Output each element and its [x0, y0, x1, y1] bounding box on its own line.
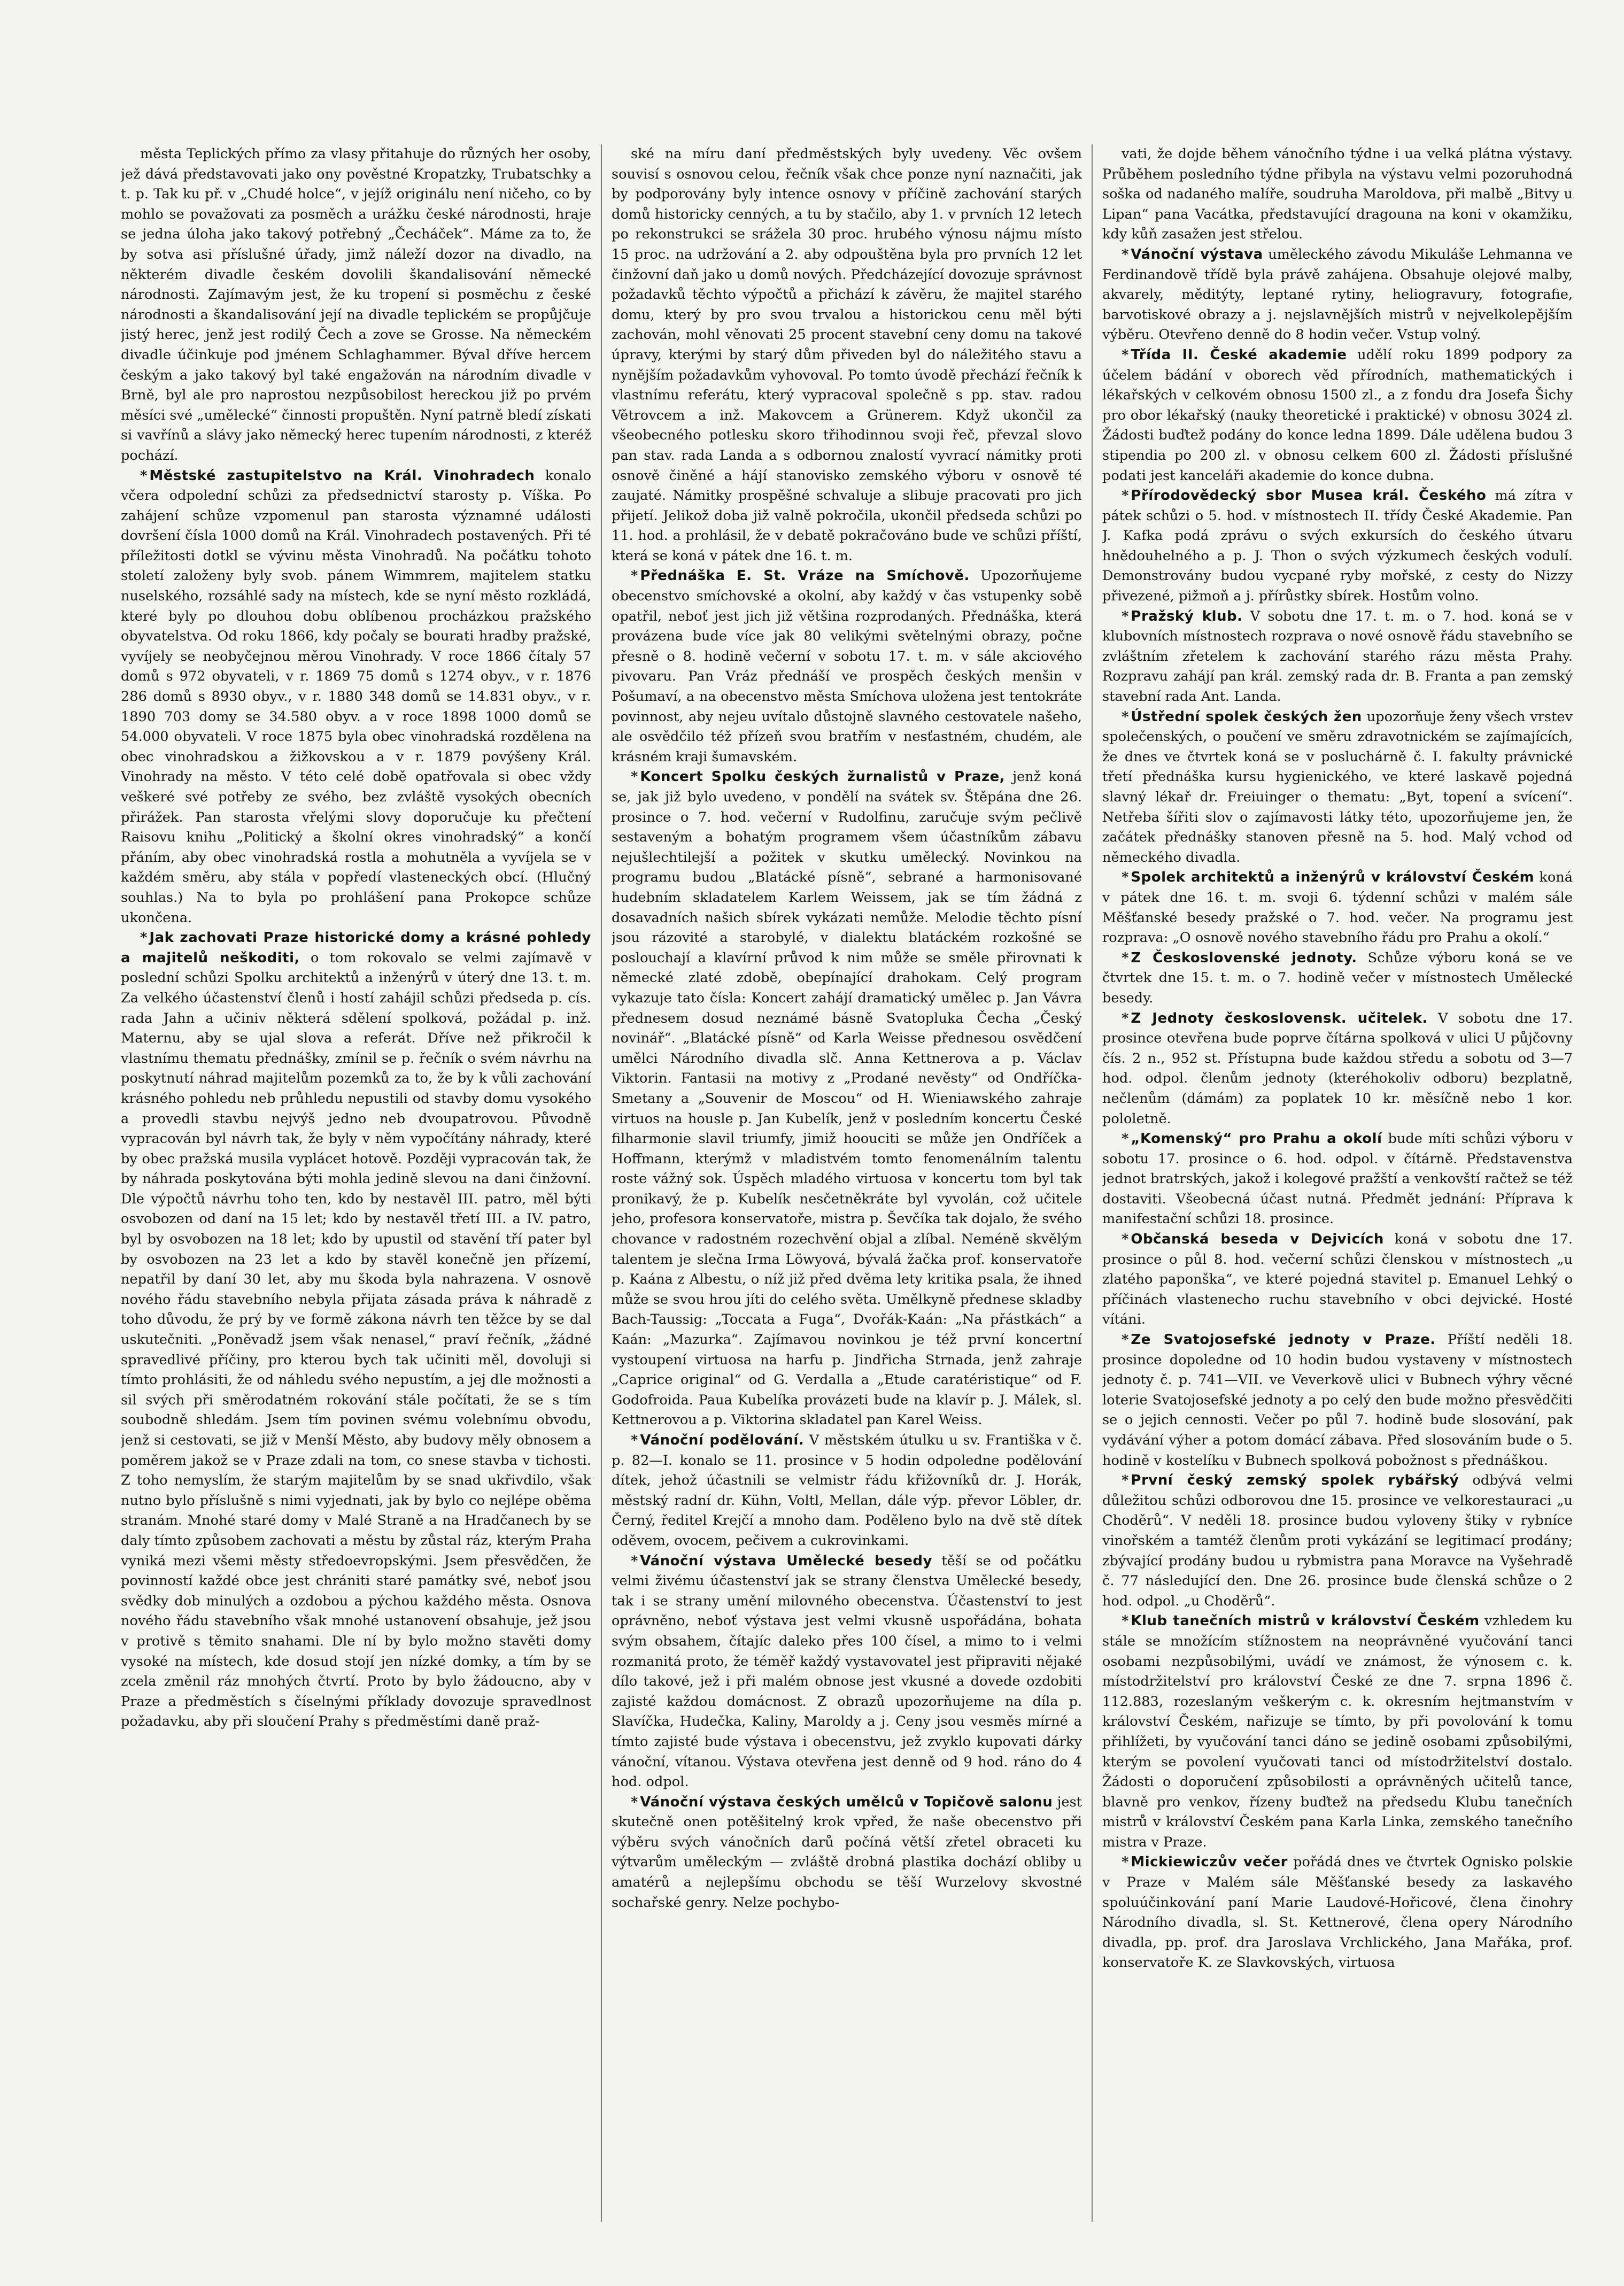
- article-marker: *: [1122, 949, 1129, 966]
- article-paragraph: [121, 928, 591, 1732]
- article-body: má zítra v pátek schůzi o 5. hod. v místnostech II. třídy České Akademie. Pan J. Kafka podá zprávu o svých exkursích do českého útvaru hnědouhelného a p. J. Thon o svých výzkumech českých vodulí. Demonstrovány budou vycpané ryby mořské, z cesty do Nizzy přivezené, pižmoň a j. přírůstky sbírek. Hostům volno.: [1102, 488, 1573, 605]
- article-body: vzhledem ku stále se množícím stížnostem na neoprávněné vyučování tanci osobami nezpůsobilými, uvádí ve známost, že výnosem c. k. místodržitelství pro království České ze dne 7. srpna 1896 č. 112.883, rozeslaným veškerým c. k. okresním hejtmanstvím v království Českém, nařizuje se tímto, by při povolování k tomu přihlížeti, by vyučování tanci dáno se jedině osobami způsobilými, kterým se povolení vyučovati tanci od místodržitelství dostalo. Žádosti o doporučení způsobilosti a oprávněných učitelů tance, blavně pro venkov, řízeny buďtež na předsedu Klubu tanečních mistrů v království Českém pana Karla Linka, zemského tanečního mistra v Praze.: [1102, 1613, 1573, 1850]
- article-headline: Vánoční výstava: [1131, 246, 1263, 262]
- column-left: [121, 144, 591, 2222]
- article-marker: *: [1122, 346, 1129, 363]
- article-marker: *: [1122, 708, 1129, 725]
- article-body: pořádá dnes ve čtvrtek Ognisko polskie v Praze v Malém sále Měšťanské besedy za laskavého spoluúčinkování paní Marie Laudové-Hořicové, člena činohry Národního divadla, sl. St. Kettnerové, člena opery Národního divadla, pp. prof. dra Jaroslava Vrchlického, Jana Mařáka, prof. konservatoře K. ze Slavkovských, virtuosa: [1102, 1854, 1573, 1971]
- article-body: těší se od počátku velmi živému účastenství jak se strany členstva Umělecké besedy, tak i se strany umění milovného obecenstva. Účastenství to jest oprávněno, neboť výstava jest velmi vkusně uspořádána, bohata svým obsahem, čítajíc daleko přes 100 čísel, a mimo to i velmi rozmanitá proto, že téměř každý vystavovatel jest připraviti nějaké dílo takové, jež i při malém obnose jest vkusné a dovede ozdobiti zajisté každou domácnost. Z obrazů upozorňujeme na díla p. Slavíčka, Hudečka, Kaliny, Maroldy a j. Ceny jsou vesměs mírné a tímto zajisté bude výstava i obecenstvu, jež zvyklo kupovati dárky vánoční, vítanou. Výstava otevřena jest denně od 9 hod. ráno do 4 hod. odpol.: [612, 1553, 1082, 1790]
- article-paragraph: [1102, 1330, 1573, 1471]
- article-body: koná v pátek dne 16. t. m. svoji 6. týdenní schůzi v malém sále Měšťanské besedy pražské o 7. hod. večer. Na programu jest rozprava: „O osnově nového stavebního řádu pro Prahu a okolí.“: [1102, 869, 1573, 946]
- article-marker: *: [1122, 869, 1129, 886]
- article-paragraph: [1102, 144, 1573, 245]
- column-rule: [601, 144, 602, 2222]
- article-marker: *: [1122, 1332, 1129, 1348]
- article-paragraph: [1102, 1129, 1573, 1230]
- article-marker: *: [140, 467, 148, 484]
- article-body: Příští neděli 18. prosince dopoledne od 10 hodin budou vystaveny v místnostech jednoty č. p. 741—VII. ve Veverkově ulici v Bubnech výhry věcné loterie Svatojosefské jednoty a po celý den bude možno přesvědčiti se o jejich cennosti. Večer po půl 7. hodině bude slosování, pak vydávání výher a potom domácí zábava. Před slosováním bude o 5. hodině v kostelíku v Bubnech spolková pobožnost s přednáškou.: [1102, 1332, 1573, 1469]
- article-paragraph: [612, 767, 1082, 1431]
- article-body: Upozorňujeme obecenstvo smíchovské a okolní, aby každý v čas vstupenky sobě opatřil, neboť jest jich již většina rozprodaných. Přednáška, která provázena bude více jak 80 velikými světelnými obrazy, počne přesně o 8. hodině večerní v sobotu 17. t. m. v sále akciového pivovaru. Pan Vráz přednáší ve prospěch českých menšin v Pošumaví, a na obecenstvo města Smíchova uložena jest tentokráte povinnost, aby nejeu uvítalo důstojně slavného cestovatele našeho, ale osvědčilo též přízeň svou bratřím v nesťastném, chudém, ale krásném kraji šumavském.: [612, 568, 1082, 765]
- column-right: [1102, 144, 1573, 2222]
- article-paragraph: [612, 144, 1082, 566]
- article-marker: *: [1122, 1231, 1129, 1248]
- article-body: jest skutečně onen potěšitelný krok vpřed, že naše obecenstvo při výběru svých vánočních darů počíná větší zřetel obraceti ku výtvarům uměleckým — zvláště drobná plastika dochází obliby u amatérů a nejlepšímu obchodu se těší Wurzelovy skvostné sochařské genry. Nelze pochybo-: [612, 1794, 1082, 1911]
- article-body: V sobotu dne 17. prosince otevřena bude poprve čítárna spolková v ulici U půjčovny čís. 2 n., 952 st. Přístupna bude každou středu a sobotu od 3—7 hod. odpol. členům jednoty (kteréhokoliv odboru) bezplatně, nečlenům (dámám) za poplatek 10 kr. měsíčně nebo 1 kor. pololetně.: [1102, 1010, 1573, 1127]
- article-paragraph: [1102, 345, 1573, 486]
- article-headline: Klub tanečních mistrů v království Českém: [1131, 1613, 1480, 1629]
- article-paragraph: [612, 566, 1082, 767]
- text-columns: [121, 144, 1573, 2222]
- column-middle: [612, 144, 1082, 2222]
- article-marker: *: [1122, 1131, 1129, 1147]
- article-paragraph: [1102, 1009, 1573, 1130]
- article-paragraph: [1102, 1611, 1573, 1852]
- article-headline: Mickiewiczův večer: [1131, 1854, 1288, 1871]
- article-body: bude míti schůzi výboru v sobotu 17. prosince o 6. hod. odpol. v čítárně. Představenstva jednot bratrských, jakož i kolegové pražští a venkovští račtež se též dostaviti. Všeobecná účast nutná. Předmět jednání: Příprava k manifestační schůzi 18. prosince.: [1102, 1131, 1573, 1227]
- article-marker: *: [631, 769, 638, 785]
- article-headline: Spolek architektů a inženýrů v království Českém: [1131, 869, 1535, 886]
- article-marker: *: [1122, 246, 1129, 262]
- article-paragraph: [121, 144, 591, 466]
- article-paragraph: [1102, 707, 1573, 868]
- article-body: uměleckého závodu Mikuláše Lehmanna ve Ferdinandově třídě byla právě zahájena. Obsahuje olejové malby, akvarely, měditýty, leptané rytiny, heliogravury, fotografie, barvotiskové obrazy a j. nejslavnějších mistrů v nejvelkolepějším výběru. Otevřeno denně do 8 hodin večer. Vstup volný.: [1102, 246, 1573, 343]
- article-headline: Vánoční výstava Umělecké besedy: [640, 1553, 932, 1569]
- article-paragraph: [612, 1551, 1082, 1793]
- article-marker: *: [1122, 608, 1129, 624]
- article-body: o tom rokovalo se velmi zajímavě v poslední schůzi Spolku architektů a inženýrů v úterý dne 13. t. m. Za velkého účastenství členů i hostí zahájil schůzi předseda p. cís. rada Jahn a učiniv některá sdělení spolková, požádal p. inž. Maternu, aby se ujal slova a referát. Dříve než přikročil k vlastnímu thematu přednášky, zmínil se p. řečník o svém návrhu na poskytnutí náhrad majitelům pozemků za to, že by k vůli zachování krásného pohledu neb průhledu nepustili od stavby domu vysokého a provedli stavbu nejvýš jedno neb dvoupatrovou. Původně vypracován byl návrh tak, že byly v něm vypočítány náhrady, které by obec pražská musila vyplácet hotově. Později vypracován tak, že by náhrada poskytována býti mohla jedině slevou na dani činžovní. Dle výpočtů návrhu toho ten, kdo by nestavěl III. patro, měl býti osvobozen od daní na 15 let; kdo by nestavěl třetí III. a IV. patro, byl by osvobozen na 18 let; kdo by upustil od stavění tří pater byl by osvobozen na 23 let a kdo by stavěl konečně jen přízemí, nepatřil by daní 30 let, aby mu škoda byla nahrazena. V osnově nového řádu stavebního nebyla přijata zásada práva k náhradě z toho důvodu, že prý by ve formě zákona návrh ten těžce by se dal uskutečniti. „Poněvadž jsem však nenasel,“ praví řečník, „žádné spravedlivé příčiny, pro kterou bych tak učiniti měl, dovoluji si tímto prohlásiti, že od náhledu svého nepustím, a jej dle možnosti a sil svých při směrodatném rokování stále počítati, že se s tím soubodně shledám. Jsem tím povinen svému volebnímu obvodu, jenž si cestovati, se již v Menší Město, aby budovy měly obnosem a poměrem jakož se v Praze zdali na tom, co snese stavba v tichosti. Z toho nemyslím, že starým majitelům by se snad ukřivdilo, však nutno bylo příslušně s nimi vyjednati, jak by bylo co nejlépe oběma stranám. Mnohé staré domy v Malé Straně a na Hradčanech by se daly tímto způsobem zachovati a městu by zůstal ráz, kterým Praha vyniká mezi všemi městy středoevropskými. Jsem přesvědčen, že povinností každé obce jest chrániti staré památky své, neboť jsou svědky dob minulých a ozdobou a pýchou každého města. Osnova nového řádu stavebního však mnohé ustanovení obsahuje, jež jsou v protivě s těmito snahami. Dle ní by bylo možno stavěti domy vysoké na místech, kde dosud stojí jen nízké domky, a tím by se zcela změnil ráz mnohých čtvrtí. Proto by bylo žádoucno, aby v Praze a předměstích s číselnými příklady dovozuje spravedlnost požadavku, aby při sloučení Prahy s předměstími daně praž-: [121, 949, 591, 1730]
- article-headline: Z Jednoty československ. učitelek.: [1131, 1010, 1428, 1026]
- article-paragraph: [1102, 486, 1573, 607]
- article-paragraph: [1102, 1471, 1573, 1611]
- article-marker: *: [1122, 1010, 1129, 1026]
- article-headline: Občanská beseda v Dejvicích: [1131, 1231, 1384, 1248]
- article-paragraph: [612, 1431, 1082, 1551]
- article-marker: *: [1122, 1472, 1129, 1489]
- article-headline: Třída II. České akademie: [1131, 346, 1347, 363]
- article-body: jenž koná se, jak již bylo uvedeno, v pondělí na svátek sv. Štěpána dne 26. prosince o 7. hod. večerní v Rudolfinu, zaručuje svým pečlivě sestaveným a bohatým programem všem účastníkům zábavu nejušlechtilejší a požitek v skutku umělecký. Novinkou na programu budou „Blatácké písně“, sebrané a harmonisované hudebním skladatelem Karlem Weissem, jak se tím žádná z dosavadních našich sbírek vykázati nemůže. Melodie těchto písní jsou rázovité a starobylé, v dialektu blatáckém rozkošné se poslouchají a klavírní průvod k nim může se směle přirovnati k německé zlaté zdobě, obepínající drahokam. Celý program vykazuje tato čísla: Koncert zahájí dramatický umělec p. Jan Vávra přednesem dosud neznámé básně Svatopluka Čecha „Český novinář“. „Blatácké písně“ od Karla Weisse přednesou osvědčení umělci Národního divadla slč. Anna Kettnerova a p. Václav Viktorin. Fantasii na motivy z „Prodané nevěsty“ od Ondříčka-Smetany a „Souvenir de Moscou“ od H. Wieniawského zahraje virtuos na housle p. Jan Kubelík, jenž v posledním koncertu České filharmonie slavil triumfy, jimiž hoouciti se může jen Ondříček a Hoffmann, kterýmž v mladistvém tomto fenomenálním talentu roste vážný sok. Úspěch mladého virtuosa v koncertu tom byl tak pronikavý, že p. Kubelík nesčetněkráte byl vyvolán, což učitele jeho, profesora konservatoře, mistra p. Ševčíka tak dojalo, že svého chovance v radostném rozechvění objal a zlíbal. Neméně skvělým talentem je slečna Irma Löwyová, bývalá žačka prof. konservatoře p. Kaána z Albestu, o níž již před dvěma lety kritika psala, že ihned může se svou hrou jíti do celého světa. Umělkyně přednese skladby Bach-Taussig: „Toccata a Fuga“, Dvořák-Kaán: „Na přástkách“ a Kaán: „Mazurka“. Zajímavou novinkou je též první koncertní vystoupení virtuosa na harfu p. Jindřicha Strnada, jenž zahraje „Caprice original“ od G. Verdalla a „Etude caratéristique“ od F. Godofroida. Paua Kubelíka provázeti bude na klavír p. J. Málek, sl. Kettnerovou a p. Viktorina skladatel pan Karel Weiss.: [612, 769, 1082, 1428]
- article-marker: *: [631, 568, 638, 584]
- article-headline: Koncert Spolku českých žurnalistů v Praze,: [640, 769, 1006, 785]
- article-headline: Z Československé jednoty.: [1131, 949, 1357, 966]
- article-body: města Teplických přímo za vlasy přitahuje do různých her osoby, jež dává představovati jako ony pověstné Kropatzky, Trubatschky a t. p. Tak ku př. v „Chudé holce“, v jejíž originálu není ničeho, co by mohlo se považovati za posměch a urážku české národnosti, hraje se jedna úloha jako takový potřebný „Čecháček“. Máme za to, že by sotva asi příslušné úřady, jimž náleží dozor na divadlo, na některém divadle českém dovolili škandalisování německé národnosti. Zajímavým jest, že ku tropení si posměchu z české národnosti a škandalisování její na divadle teplickém se propůjčuje jistý herec, jenž jest rodilý Čech a zove se Grosse. Na německém divadle účinkuje pod jménem Schlaghammer. Býval dříve hercem českým a jako takový byl také engažován na národním divadle v Brně, byl ale pro naprostou nezpůsobilost hereckou již po prvém měsíci své „umělecké“ činnosti propuštěn. Nyní patrně bledí získati si vavřínů a slávy jako německý herec tupením národnosti, z kteréž pochází.: [121, 146, 591, 464]
- article-body: vati, že dojde během vánočního týdne i ua velká plátna výstavy. Průběhem posledního týdne přibyla na výstavu velmi pozoruhodná soška od nadaného malíře, soudruha Maroldova, při malbě „Bitvy u Lipan“ pana Vacátka, představující dragouna na koni v okamžiku, kdy kůň zasažen jest střelou.: [1102, 146, 1573, 243]
- article-headline: Přírodovědecký sbor Musea král. Českého: [1131, 488, 1487, 504]
- article-headline: Vánoční podělování.: [640, 1432, 805, 1448]
- article-paragraph: [1102, 1230, 1573, 1330]
- article-marker: *: [140, 930, 148, 946]
- article-paragraph: [612, 1793, 1082, 1913]
- article-headline: První český zemský spolek rybářský: [1131, 1472, 1459, 1489]
- article-paragraph: [1102, 868, 1573, 948]
- article-body: ské na míru daní předměstských byly uvedeny. Věc ovšem souvisí s osnovou celou, řečník však chce ponze nyní naznačiti, jak by podporovány byly intence osnovy v příčině zachování starých domů historicky cenných, a tu by stačilo, aby 1. v prvních 12 letech po rekonstrukci se srážela 30 proc. hrubého výnosu nájmu místo 15 proc. na udržování a 2. aby odpouštěna byla pro prvních 12 let činžovní daň jako u domů nových. Předcházející dovozuje správnost požadavků těchto výpočtů a přichází k závěru, že majitel starého domu, který by pro svou trvalou a historickou cenu měl býti zachován, mohl věnovati 25 procent stavební ceny domu na takové úpravy, kterými by starý dům přiveden byl do náležitého stavu a nynějším požadavkům vyhovoval. Po tomto úvodě přechází řečník k vlastnímu referátu, který vypracoval společně s pp. stav. radou Větrovcem a inž. Makovcem a Grünerem. Když ukončil za všeobecného potlesku skoro třihodinnou svoji řeč, převzal slovo pan stav. rada Landa a s odbornou znalostí vyvrací námitky proti osnově činěné a hájí stanovisko zemského výboru v osnově té zaujaté. Námitky prospěšné schvaluje a slibuje pracovati pro jich přijetí. Jelikož doba již valně pokročila, ukončil předseda schůzi po 11. hod. a prohlásil, že v debatě pokračováno bude ve schůzi příští, která se koná v pátek dne 16. t. m.: [612, 146, 1082, 564]
- article-marker: *: [1122, 1854, 1129, 1871]
- article-paragraph: [1102, 948, 1573, 1009]
- article-headline: Přednáška E. St. Vráze na Smíchově.: [640, 568, 970, 584]
- article-body: koná v sobotu dne 17. prosince o půl 8. hod. večerní schůzi členskou v místnostech „u zlatého paponška“, ve které pojedná stavitel p. Emanuel Lehký o příčinách vlastenecho ruchu stavebního v obci dejvické. Hosté vítáni.: [1102, 1231, 1573, 1328]
- article-body: konalo včera odpolední schůzi za předsednictví starosty p. Víška. Po zahájení schůze vzpomenul pan starosta významné události dovršení čísla 1000 domů na Král. Vinohradech postavených. Při té příležitosti dotkl se vývinu města Vinohradů. Na počátku tohoto století založeny byly svob. pánem Wimmrem, majitelem statku nuselského, rozsáhlé sady na místech, kde se nyní město rozkládá, které byly po dlouhou dobu oblíbenou procházkou pražského obyvatelstva. Od roku 1866, kdy počaly se bourati hradby pražské, vyvíjely se neobyčejnou měrou Vinohrady. V roce 1866 čítaly 57 domů s 972 obyvateli, v r. 1869 75 domů s 1274 obyv., v r. 1876 286 domů s 8930 obyv., v r. 1880 348 domů se 14.831 obyv., v r. 1890 703 domy se 34.580 obyv. a v roce 1898 1000 domů se 54.000 obyvateli. V roce 1875 byla obec vinohradská rozdělena na obec vinohradskou a žižkovskou a v r. 1879 povýšeny Král. Vinohrady na město. V této celé době opatřovala si obec vždy veškeré své potřeby ze svého, bez zvláště vysokých obecních přirážek. Pan starosta vřelými slovy doporučuje ku přečtení Raisovu knihu „Politický a školní okres vinohradský“ a končí přáním, aby obec vinohradská rostla a mohutněla a vyvíjela se v každém směru, aby stála v popředí vlasteneckých obcí. (Hlučný souhlas.) Na to byla po prohlášení pana Prokopce schůze ukončena.: [121, 467, 591, 926]
- article-marker: *: [631, 1432, 638, 1448]
- article-headline: Ústřední spolek českých žen: [1131, 708, 1362, 725]
- article-marker: *: [631, 1794, 638, 1810]
- article-body: V městském útulku u sv. Františka v č. p. 82—I. konalo se 11. prosince v 5 hodin odpoledne podělování dítek, jehož účastnili se velmistr řádu křižovníků dr. J. Horák, městský radní dr. Kühn, Voltl, Mellan, dále výp. převor Löbler, dr. Černý, ředitel Krejčí a mnoho dam. Poděleno bylo na dvě stě dítek oděvem, ovocem, pečivem a cukrovinkami.: [612, 1432, 1082, 1549]
- article-body: Schůze výboru koná se ve čtvrtek dne 15. t. m. o 7. hodině večer v místnostech Umělecké besedy.: [1102, 949, 1573, 1006]
- article-body: odbývá velmi důležitou schůzi odborovou dne 15. prosince ve velkorestauraci „u Choděrů“. V neděli 18. prosince budou vyloveny štiky v rybníce vinořském a tamtéž členům proti vykázání se legitimací prodány; zbývající prodány budou u rybmistra pana Moravce na Vyšehradě č. 77 následující den. Dne 26. prosince bude členská schůze o 2 hod. odpol. „u Choděrů“.: [1102, 1472, 1573, 1609]
- article-paragraph: [1102, 1852, 1573, 1973]
- article-body: upozorňuje ženy všech vrstev společenských, o poučení ve směru zdravotnickém se zajímajících, že dnes ve čtvrtek koná se v posluchárně č. I. fakulty právnické třetí přednáška kursu hygienického, ve které laskavě pojedná slavný lékař dr. Freiuinger o thematu: „Byt, topení a svícení“. Netřeba šířiti slov o zajímavosti látky této, upozorňujeme jen, že začátek přednášky stanoven přesně na 5. hod. Malý vchod od německého divadla.: [1102, 708, 1573, 866]
- article-body: V sobotu dne 17. t. m. o 7. hod. koná se v klubovních místnostech rozprava o nové osnově řádu stavebního se zvláštním zřetelem k zachování starého rázu města Prahy. Rozpravu zahájí pan král. zemský rada dr. B. Franta a pan zemský stavební rada Ant. Landa.: [1102, 608, 1573, 705]
- article-paragraph: [1102, 245, 1573, 345]
- article-headline: Vánoční výstava českých umělců v Topičově salonu: [640, 1794, 1053, 1810]
- article-body: udělí roku 1899 podpory za účelem bádání v oborech věd přírodních, mathematických i lékařských v celkovém obnosu 1500 zl., a z fondu dra Josefa Šichy pro obor lékařský (nauky theoretické i praktické) v obnosu 3024 zl. Žádosti buďtež podány do konce ledna 1899. Dále udělena budou 3 stipendia po 200 zl. v obnosu celkem 600 zl. Žádosti příslušné podati jest kanceláři akademie do konce dubna.: [1102, 346, 1573, 484]
- article-headline: „Komenský“ pro Prahu a okolí: [1131, 1131, 1382, 1147]
- article-paragraph: [121, 466, 591, 929]
- article-headline: Ze Svatojosefské jednoty v Praze.: [1131, 1332, 1436, 1348]
- article-headline: Pražský klub.: [1131, 608, 1243, 624]
- article-headline: Městské zastupitelstvo na Král. Vinohradech: [149, 467, 535, 484]
- article-marker: *: [1122, 1613, 1129, 1629]
- article-marker: *: [631, 1553, 638, 1569]
- article-marker: *: [1122, 488, 1129, 504]
- article-headline: Jak zachovati Praze historické domy a krásné pohledy a majitelů neškoditi,: [121, 930, 591, 966]
- column-rule: [1092, 144, 1093, 2222]
- article-paragraph: [1102, 607, 1573, 707]
